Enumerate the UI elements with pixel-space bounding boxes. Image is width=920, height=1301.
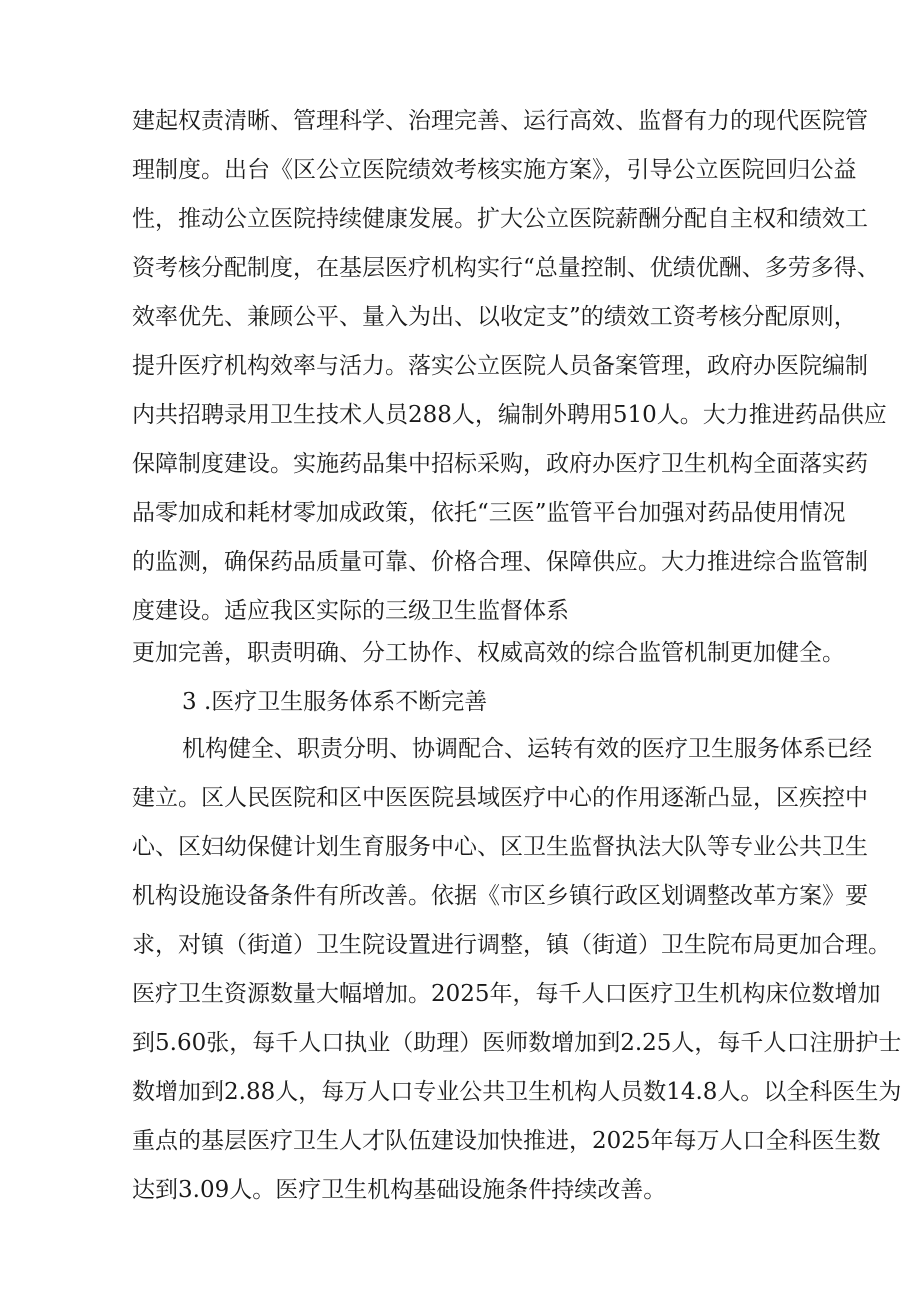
paragraph-line: 更加完善，职责明确、分工协作、权威高效的综合监管机制更加健全。 bbox=[132, 640, 845, 666]
paragraph-line: 到5.60张，每千人口执业（助理）医师数增加到2.25人，每千人口注册护士 bbox=[132, 1030, 902, 1056]
paragraph-line: 理制度。出台《区公立医院绩效考核实施方案》，引导公立医院回归公益 bbox=[132, 157, 857, 183]
paragraph-line: 求，对镇（街道）卫生院设置进行调整，镇（街道）卫生院布局更加合理。 bbox=[132, 932, 891, 958]
paragraph-line: 医疗卫生资源数量大幅增加。2025年，每千人口医疗卫生机构床位数增加 bbox=[132, 981, 881, 1007]
paragraph-line: 机构设施设备条件有所改善。依据《市区乡镇行政区划调整改革方案》要 bbox=[132, 883, 868, 909]
paragraph-line: 心、区妇幼保健计划生育服务中心、区卫生监督执法大队等专业公共卫生 bbox=[132, 834, 868, 860]
paragraph-line: 建立。区人民医院和区中医医院县域医疗中心的作用逐渐凸显，区疾控中 bbox=[132, 785, 868, 811]
paragraph-line: 品零加成和耗材零加成政策，依托“三医”监管平台加强对药品使用情况 bbox=[132, 500, 846, 526]
paragraph-line: 数增加到2.88人，每万人口专业公共卫生机构人员数14.8人。以全科医生为 bbox=[132, 1079, 902, 1105]
paragraph-line: 达到3.09人。医疗卫生机构基础设施条件持续改善。 bbox=[132, 1177, 667, 1203]
paragraph-line: 机构健全、职责分明、协调配合、运转有效的医疗卫生服务体系已经 bbox=[182, 736, 872, 762]
paragraph-line: 重点的基层医疗卫生人才队伍建设加快推进，2025年每万人口全科医生数 bbox=[132, 1128, 881, 1154]
paragraph-line: 性，推动公立医院持续健康发展。扩大公立医院薪酬分配自主权和绩效工 bbox=[132, 206, 868, 232]
paragraph-line: 建起权责清晰、管理科学、治理完善、运行高效、监督有力的现代医院管 bbox=[132, 108, 868, 134]
paragraph-line: 提升医疗机构效率与活力。落实公立医院人员备案管理，政府办医院编制 bbox=[132, 353, 868, 379]
paragraph-line: 效率优先、兼顾公平、量入为出、以收定支”的绩效工资考核分配原则， bbox=[132, 304, 857, 330]
paragraph-line: 度建设。适应我区实际的三级卫生监督体系 bbox=[132, 598, 569, 624]
section-heading: 3 .医疗卫生服务体系不断完善 bbox=[182, 689, 488, 715]
paragraph-line: 内共招聘录用卫生技术人员288人，编制外聘用510人。大力推进药品供应 bbox=[132, 402, 887, 428]
paragraph-line: 的监测，确保药品质量可靠、价格合理、保障供应。大力推进综合监管制 bbox=[132, 549, 868, 575]
paragraph-line: 资考核分配制度，在基层医疗机构实行“总量控制、优绩优酬、多劳多得、 bbox=[132, 255, 880, 281]
paragraph-line: 保障制度建设。实施药品集中招标采购，政府办医疗卫生机构全面落实药 bbox=[132, 451, 868, 477]
